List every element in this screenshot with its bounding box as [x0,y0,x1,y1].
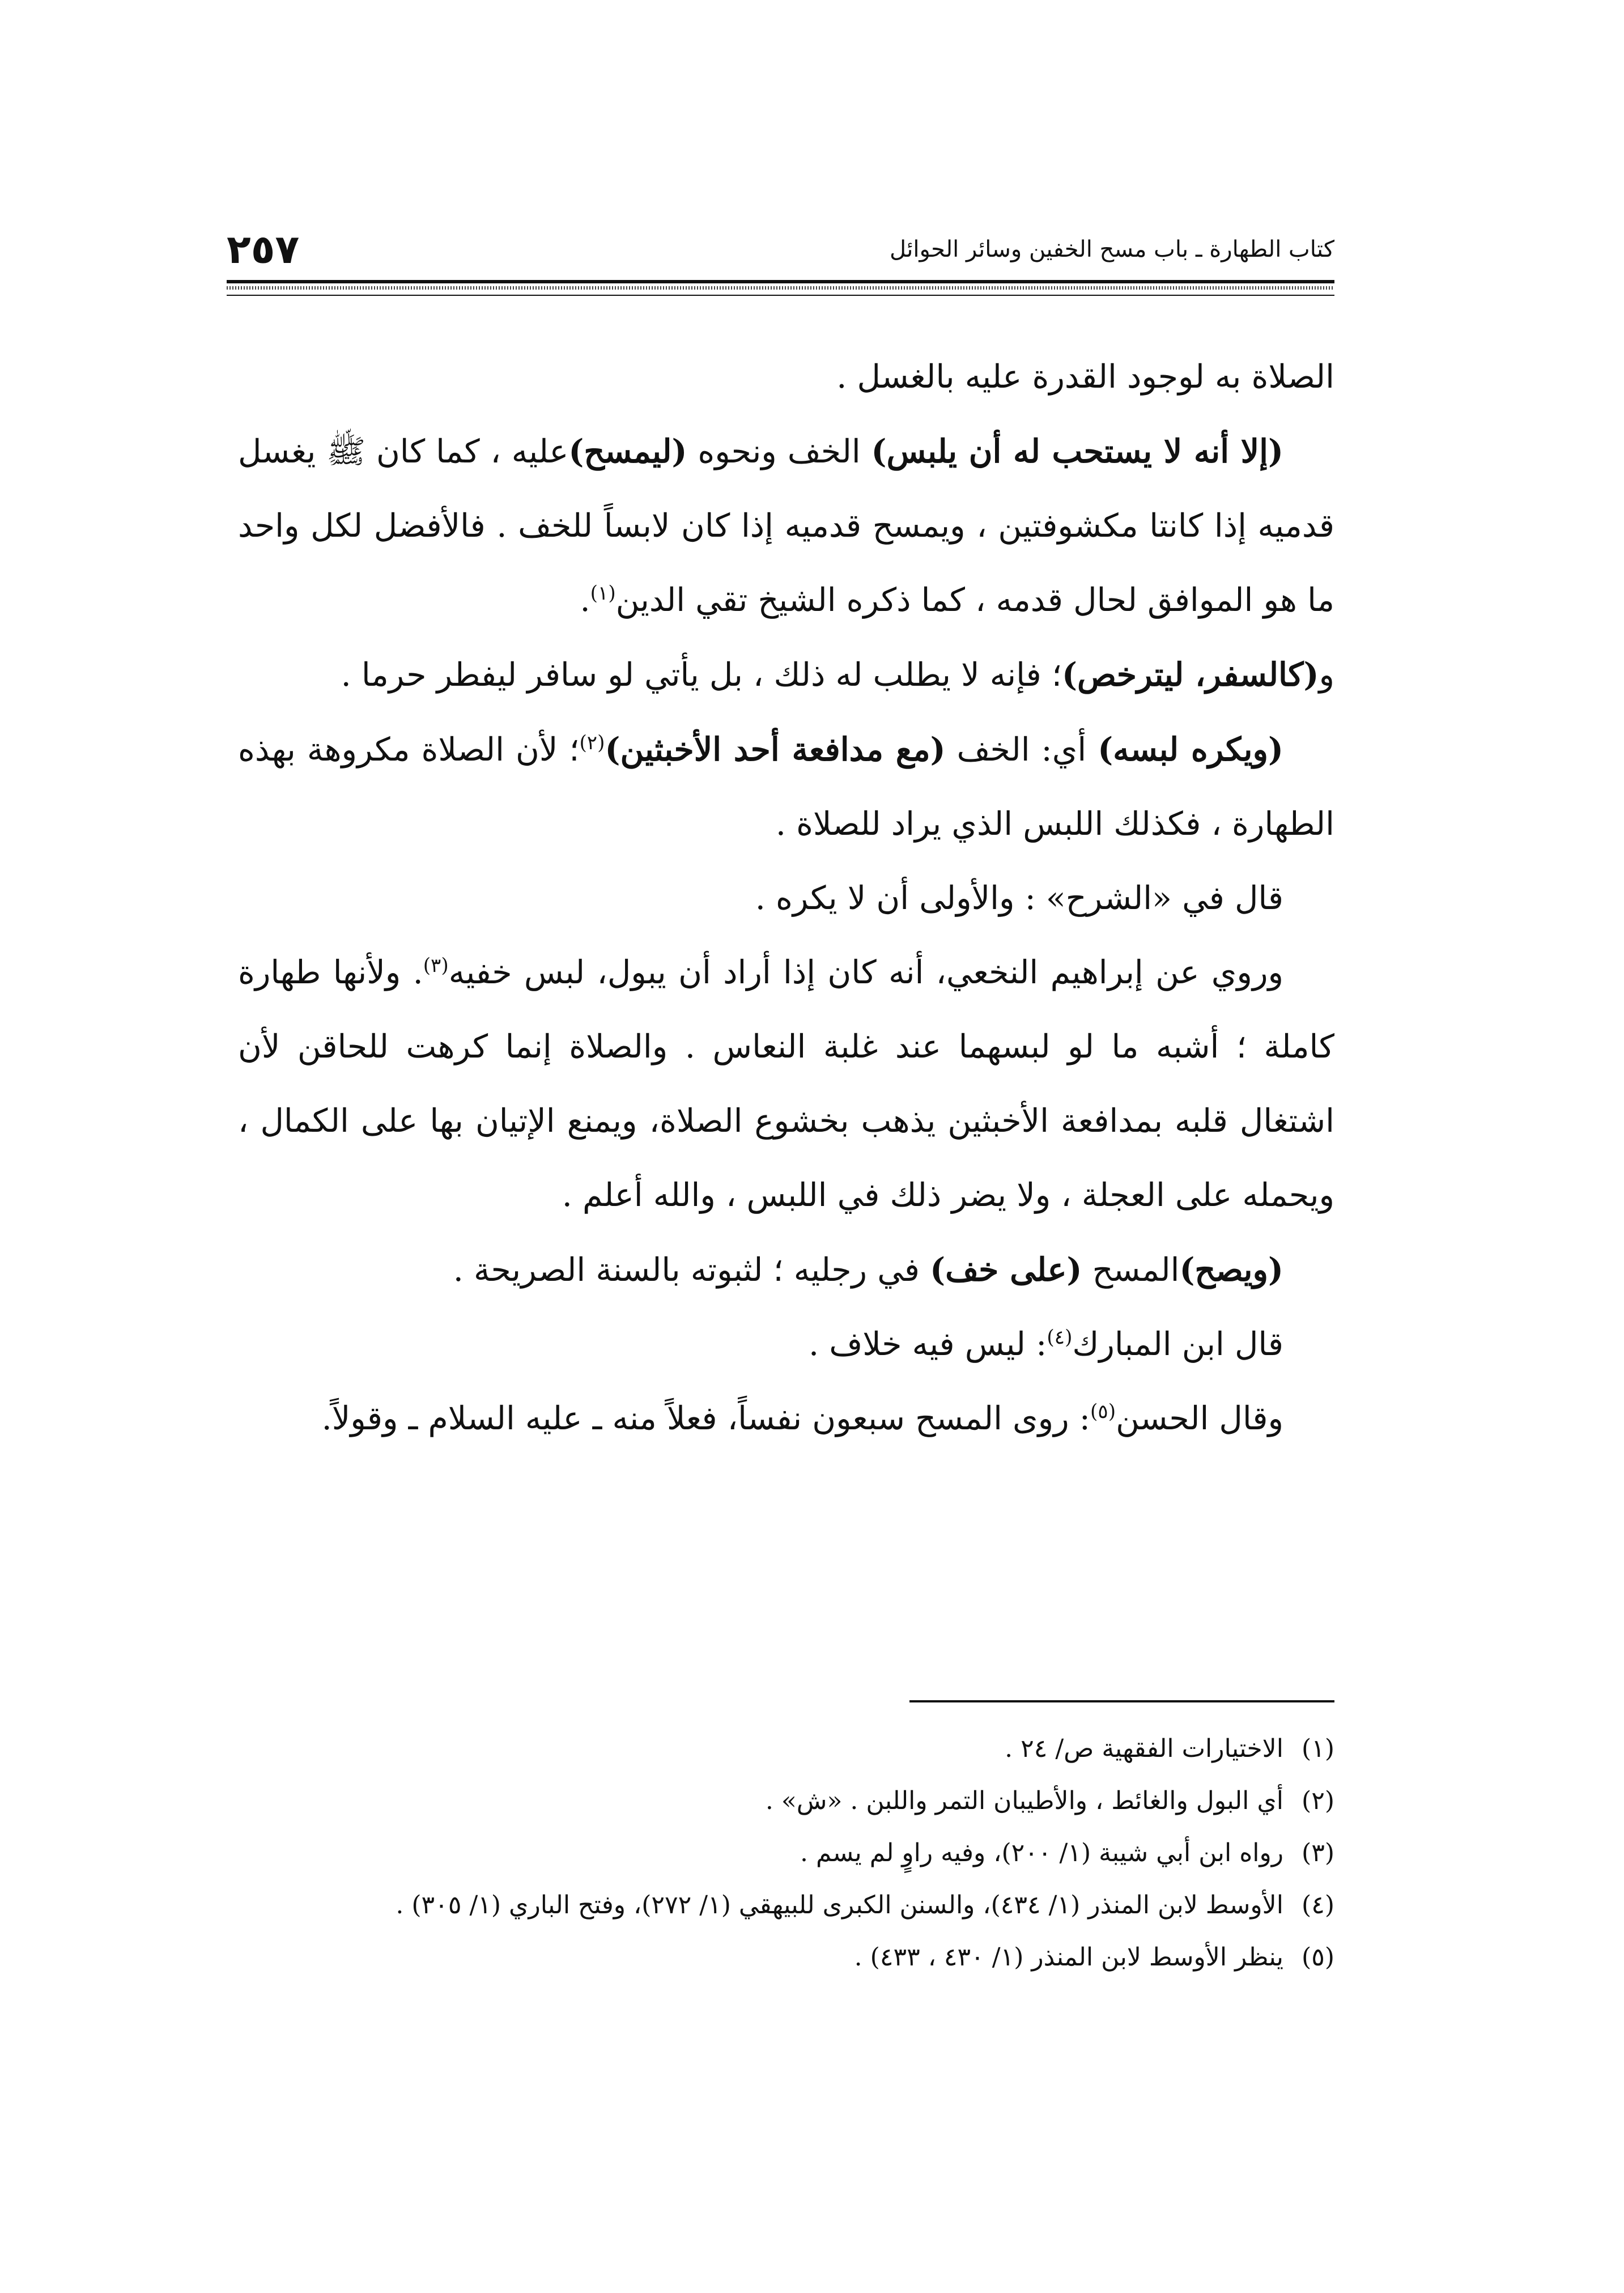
paragraph-6: وروي عن إبراهيم النخعي، أنه كان إذا أراد أن يبول، لبس خفيه$^{(٣)}$. ولأنها طهارة كاملة ؛ أشبه ما لو لبسهما عند غلبة النعاس . والصلاة إنما كرهت للحاقن لأن اشتغال قلبه بمدافعة الأخبثين يذهب بخشوع الصلاة، ويمنع الإتيان بها على الكمال ، ويحمله على العجلة ، ولا يضر ذلك في اللبس ، والله أعلم . [238,954,1334,1214]
main-text [238,340,1334,1456]
header-rule [227,280,1334,296]
page-number: ٢٥٧ [227,226,300,273]
running-title: كتاب الطهارة ـ باب مسح الخفين وسائر الحوائل [889,236,1334,262]
footnote-ref-1[interactable]: (١) [590,582,616,605]
footnote-number: (٣) [1302,1838,1334,1867]
paragraph-4: (ويكره لبسه) أي: الخف (مع مدافعة أحد الأخبثين)$^{(٢)}$؛ لأن الصلاة مكروهة بهذه الطهارة ، فكذلك اللبس الذي يراد للصلاة . [238,731,1334,843]
footnote-number: (٥) [1302,1943,1334,1972]
footnote-text: الاختيارات الفقهية ص/ ٢٤ . [1005,1734,1283,1763]
paragraph-3: و(كالسفر، ليترخص)؛ فإنه لا يطلب له ذلك ، بل يأتي لو سافر ليفطر حرما . [341,656,1334,694]
footnote-text: رواه ابن أبي شيبة (١/ ٢٠٠)، وفيه راوٍ لم يسم . [800,1838,1283,1867]
paragraph-8: قال ابن المبارك$^{(٤)}$: ليس فيه خلاف . [808,1326,1283,1363]
footnotes [238,1723,1334,1984]
footnote-separator [909,1700,1334,1702]
footnote-ref-3[interactable]: (٣) [423,954,449,977]
footnote-ref-4[interactable]: (٤) [1047,1326,1073,1349]
footnote-text: ينظر الأوسط لابن المنذر (١/ ٤٣٠ ، ٤٣٣) . [854,1943,1283,1972]
paragraph-9: وقال الحسن$^{(٥)}$: روى المسح سبعون نفساً، فعلاً منه ـ عليه السلام ـ وقولاً. [321,1400,1283,1437]
footnote-5 [238,1931,1334,1984]
footnote-2 [238,1775,1334,1827]
footnote-4 [238,1879,1334,1931]
paragraph-2: (إلا أنه لا يستحب له أن يلبس) الخف ونحوه (ليمسح)عليه ، كما كان ﷺ يغسل قدميه إذا كانتا مكشوفتين ، ويمسح قدميه إذا كان لابساً للخف . فالأفضل لكل واحد ما هو الموافق لحال قدمه ، كما ذكره الشيخ تقي الدين$^{(١)}$. [238,432,1334,619]
footnote-ref-2[interactable]: (٢) [579,732,605,754]
footnote-3 [238,1827,1334,1879]
footnote-ref-5[interactable]: (٥) [1090,1400,1116,1423]
footnote-number: (١) [1302,1734,1334,1763]
page-header [227,227,1334,272]
footnote-number: (٢) [1302,1786,1334,1815]
paragraph-5: قال في «الشرح» : والأولى أن لا يكره . [755,880,1283,917]
paragraph-1: الصلاة به لوجود القدرة عليه بالغسل . [836,358,1334,396]
footnote-1 [238,1723,1334,1775]
paragraph-7: (ويصح)المسح (على خف) في رجليه ؛ لثبوته بالسنة الصريحة . [453,1251,1283,1289]
footnote-text: الأوسط لابن المنذر (١/ ٤٣٤)، والسنن الكبرى للبيهقي (١/ ٢٧٢)، وفتح الباري (١/ ٣٠٥) . [396,1891,1283,1920]
footnote-number: (٤) [1302,1891,1334,1920]
footnote-text: أي البول والغائط ، والأطيبان التمر واللبن . «ش» . [765,1786,1283,1815]
